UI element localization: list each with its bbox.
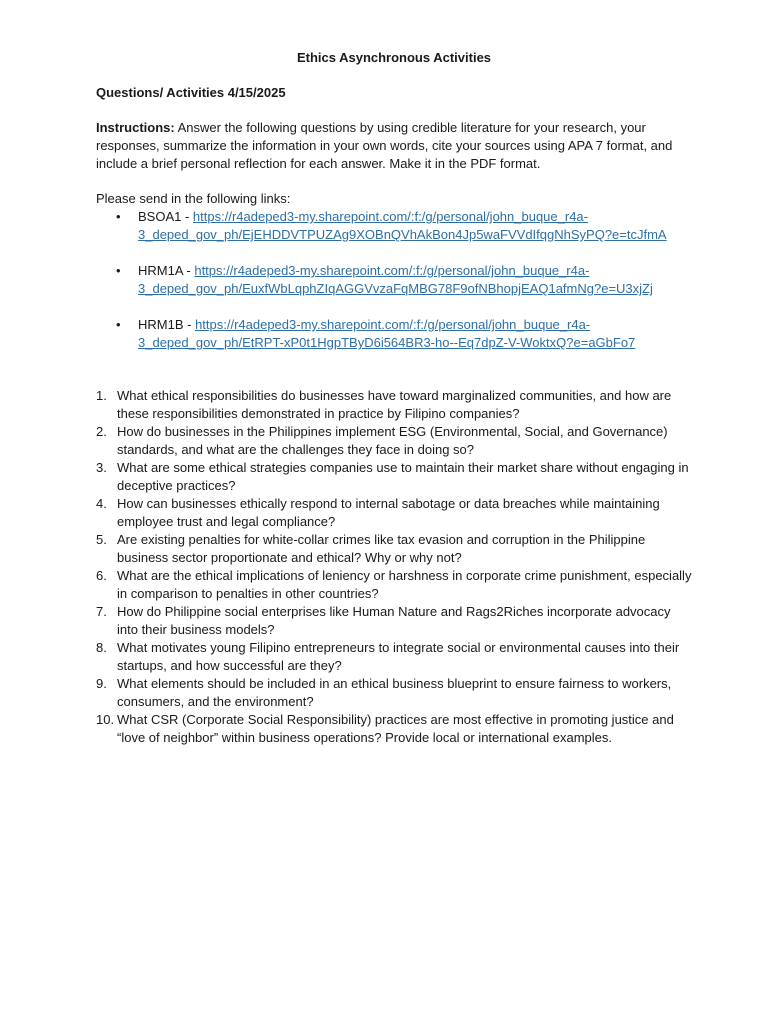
question-item [96, 387, 696, 423]
question-text-line: What motivates young Filipino entrepreneurs to integrate social or environmental causes into their [117, 640, 680, 655]
question-item [96, 423, 696, 459]
question-number: 4. [96, 496, 107, 511]
question-text-line: deceptive practices? [117, 478, 236, 493]
question-text-line: consumers, and the environment? [117, 694, 314, 709]
question-item [96, 603, 696, 639]
question-text-line: these responsibilities demonstrated in practice by Filipino companies? [117, 406, 520, 421]
instructions-text-line-3: include a brief personal reflection for each answer. Make it in the PDF format. [96, 156, 541, 171]
question-text-line: How do Philippine social enterprises like Human Nature and Rags2Riches incorporate advocacy [117, 604, 671, 619]
bullet-icon: • [116, 209, 121, 224]
link-label-hrm1a: HRM1A - [138, 263, 195, 278]
bullet-icon: • [116, 317, 121, 332]
instructions-label: Instructions: [96, 120, 175, 135]
question-text-line: startups, and how successful are they? [117, 658, 342, 673]
link-url-hrm1b-line-1: https://r4adeped3-my.sharepoint.com/:f:/g/personal/john_buque_r4a- [195, 317, 591, 332]
link-url-hrm1b-line-2: 3_deped_gov_ph/EtRPT-xP0t1HgpTByD6i564BR3-ho--Eq7dpZ-V-WoktxQ?e=aGbFo7 [138, 335, 636, 350]
link-url-hrm1a-line-2: 3_deped_gov_ph/EuxfWbLqphZIqAGGVvzaFqMBG78F9ofNBhopjEAQ1afmNg?e=U3xjZj [138, 281, 653, 296]
link-url-hrm1a[interactable] [138, 263, 692, 298]
question-number: 9. [96, 676, 107, 691]
question-text-line: What elements should be included in an ethical business blueprint to ensure fairness to workers, [117, 676, 672, 691]
link-item-bsoa1 [96, 208, 692, 244]
question-number: 10. [96, 712, 115, 727]
question-number: 2. [96, 424, 107, 439]
question-text-line: Are existing penalties for white-collar crimes like tax evasion and corruption in the Philippine [117, 532, 646, 547]
instructions-text-line-2: responses, summarize the information in your own words, cite your sources using APA 7 format, and [96, 138, 673, 153]
link-url-bsoa1-line-2: 3_deped_gov_ph/EjEHDDVTPUZAg9XOBnQVhAkBon4Jp5waFVVdIfqgNhSyPQ?e=tcJfmA [138, 227, 667, 242]
submission-links-list [96, 208, 692, 352]
question-text-line: What are some ethical strategies companies use to maintain their market share without engaging in [117, 460, 689, 475]
question-number: 5. [96, 532, 107, 547]
link-url-hrm1a-line-1: https://r4adeped3-my.sharepoint.com/:f:/g/personal/john_buque_r4a- [194, 263, 590, 278]
link-item-hrm1a [96, 262, 692, 298]
question-number: 8. [96, 640, 107, 655]
question-text-line: What are the ethical implications of leniency or harshness in corporate crime punishment, especially [117, 568, 692, 583]
question-text-line: What CSR (Corporate Social Responsibility) practices are most effective in promoting justice and [117, 712, 674, 727]
link-url-bsoa1[interactable] [138, 209, 692, 244]
link-item-hrm1b [96, 316, 692, 352]
question-number: 6. [96, 568, 107, 583]
questions-list [96, 387, 696, 747]
link-url-bsoa1-line-1: https://r4adeped3-my.sharepoint.com/:f:/g/personal/john_buque_r4a- [192, 209, 588, 224]
document-subtitle: Questions/ Activities 4/15/2025 [96, 85, 286, 100]
question-text-line: How do businesses in the Philippines implement ESG (Environmental, Social, and Governance) [117, 424, 668, 439]
instructions-text-line-1: Answer the following questions by using credible literature for your research, your [174, 120, 646, 135]
question-text-line: employee trust and legal compliance? [117, 514, 336, 529]
question-item [96, 531, 696, 567]
question-text-line: What ethical responsibilities do businesses have toward marginalized communities, and how are [117, 388, 672, 403]
question-text-line: “love of neighbor” within business operations? Provide local or international examples. [117, 730, 612, 745]
question-item [96, 675, 696, 711]
question-item [96, 495, 696, 531]
document-title: Ethics Asynchronous Activities [296, 50, 492, 65]
question-number: 1. [96, 388, 107, 403]
link-url-hrm1b[interactable] [138, 317, 692, 352]
question-number: 7. [96, 604, 107, 619]
question-text-line: How can businesses ethically respond to internal sabotage or data breaches while maintaining [117, 496, 660, 511]
question-item [96, 459, 696, 495]
question-text-line: business sector proportionate and ethical? Why or why not? [117, 550, 462, 565]
question-item [96, 711, 696, 747]
question-text-line: standards, and what are the challenges they face in doing so? [117, 442, 475, 457]
link-label-hrm1b: HRM1B - [138, 317, 196, 332]
question-text-line: in comparison to penalties in other countries? [117, 586, 379, 601]
question-text-line: into their business models? [117, 622, 275, 637]
send-links-intro: Please send in the following links: [96, 191, 291, 206]
question-item [96, 639, 696, 675]
question-item [96, 567, 696, 603]
link-label-bsoa1: BSOA1 - [138, 209, 193, 224]
question-number: 3. [96, 460, 107, 475]
bullet-icon: • [116, 263, 121, 278]
instructions-paragraph [96, 119, 696, 173]
